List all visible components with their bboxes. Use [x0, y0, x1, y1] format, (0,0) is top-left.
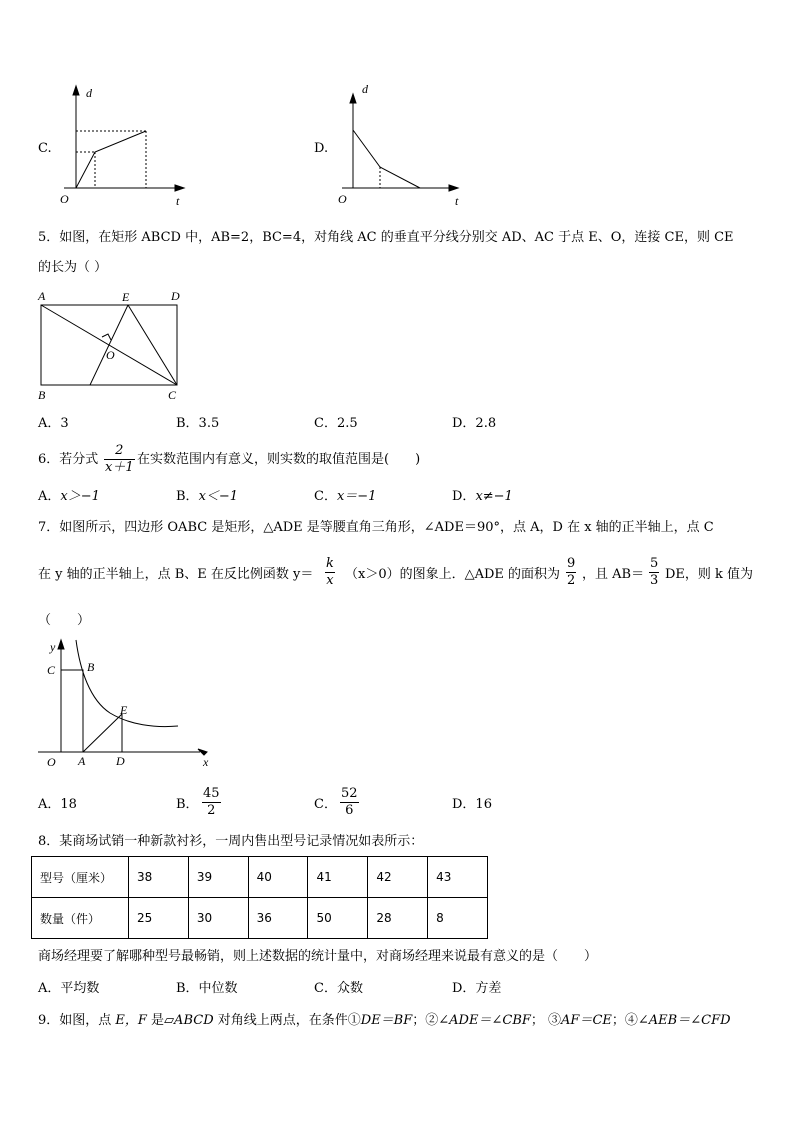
table-cell: 40	[248, 857, 308, 898]
q8-option-b[interactable]: B．中位数	[176, 981, 238, 996]
q9-condition-3: AF＝CE	[561, 1013, 612, 1028]
table-cell: 43	[428, 857, 488, 898]
q7-axis-y: y	[50, 640, 56, 654]
graph-c-axis-t: t	[176, 194, 180, 208]
q5-point-o: O	[106, 348, 115, 362]
q7-point-c: C	[47, 663, 56, 677]
q7-stem-line2b: （x＞0）的图象上．△ADE 的面积为	[345, 567, 561, 582]
q7-point-a: A	[78, 754, 86, 768]
q7-stem-line2a: 在 y 轴的正半轴上，点 B、E 在反比例函数 y＝	[38, 567, 314, 582]
q9-stem-line1	[38, 1012, 731, 1030]
q9-condition-4: ∠AEB＝∠CFD	[637, 1013, 731, 1028]
q6-fraction-num: 2	[104, 443, 135, 460]
q8-option-c[interactable]: C．众数	[314, 981, 363, 996]
q7-point-o: O	[47, 755, 56, 769]
q6-option-b-expr: x＜−1	[198, 489, 239, 504]
q7-point-b: B	[87, 660, 95, 674]
q9-text-2: 是	[146, 1013, 165, 1028]
q7-option-c-label: C．	[314, 797, 337, 812]
q6-option-c-label: C．	[314, 489, 337, 504]
q7-option-c-num: 52	[341, 786, 358, 801]
table-cell: 39	[188, 857, 248, 898]
q7-option-b-num: 45	[203, 786, 220, 801]
table-cell: 8	[428, 898, 488, 939]
table-row	[32, 898, 488, 939]
q8-option-d[interactable]: D．方差	[452, 981, 502, 996]
q5-point-b: B	[38, 388, 46, 402]
q7-k-num: k	[326, 556, 334, 571]
graph-c-axis-d: d	[86, 86, 92, 100]
q6-option-b-label: B．	[176, 489, 199, 504]
q6-stem-prefix: 6．若分式	[38, 452, 99, 467]
q9-text-5: ； ③	[530, 1013, 562, 1028]
q5-option-b[interactable]: B．3.5	[176, 416, 220, 431]
table-cell: 28	[368, 898, 428, 939]
q7-option-b-label: B．	[176, 797, 199, 812]
q5-stem-line1: 5．如图，在矩形 ABCD 中，AB=2，BC=4，对角线 AC 的垂直平分线分别交 AD、AC 于点 E、O，连接 CE，则 CE	[38, 230, 734, 245]
q5-point-c: C	[168, 388, 177, 402]
q9-condition-2: ∠ADE＝∠CBF	[438, 1013, 531, 1028]
q7-stem-line2d: DE，则 k 值为	[665, 567, 754, 582]
q6-stem-suffix: 在实数范围内有意义，则实数的取值范围是( )	[137, 452, 421, 467]
q9-text-1: 9．如图，点	[38, 1013, 116, 1028]
q7-ratio-den: 3	[650, 573, 659, 588]
q7-stem-line1: 7．如图所示，四边形 OABC 是矩形，△ADE 是等腰直角三角形，∠ADE＝90°，点 A，D 在 x 轴的正半轴上，点 C	[38, 520, 714, 535]
q7-area-num: 9	[567, 556, 576, 571]
q7-area-den: 2	[567, 573, 576, 588]
q9-text-4: ；②	[412, 1013, 439, 1028]
q7-point-e: E	[120, 703, 128, 717]
q5-option-a[interactable]: A．3	[38, 416, 69, 431]
q9-parallelogram: ▱ABCD	[164, 1013, 214, 1028]
q5-option-c[interactable]: C．2.5	[314, 416, 358, 431]
q9-text-6: ；④	[611, 1013, 638, 1028]
q6-option-a-label: A．	[38, 489, 61, 504]
q9-condition-1: DE＝BF	[360, 1013, 413, 1028]
q6-option-d-label: D．	[452, 489, 476, 504]
q6-option-d-expr: x≠−1	[475, 489, 513, 504]
table-cell: 25	[129, 898, 189, 939]
q5-point-e: E	[122, 290, 130, 304]
graph-d-axis-t: t	[455, 194, 459, 208]
q6-fraction-den: x＋1	[105, 460, 134, 475]
q6-option-c-expr: x＝−1	[336, 489, 377, 504]
q8-option-a[interactable]: A．平均数	[38, 981, 100, 996]
table-cell: 50	[308, 898, 368, 939]
q7-ratio-num: 5	[650, 556, 659, 571]
table-row	[32, 857, 488, 898]
q8-stem-line1: 8．某商场试销一种新款衬衫，一周内售出型号记录情况如表所示：	[38, 834, 424, 849]
q7-stem-line3: （ ）	[38, 613, 91, 628]
q6-option-a-expr: x＞−1	[60, 489, 100, 504]
table-cell: 41	[308, 857, 368, 898]
graph-c-origin: O	[60, 192, 69, 206]
q5-option-d[interactable]: D．2.8	[452, 416, 497, 431]
option-c-label: C.	[38, 141, 52, 156]
q7-option-c-den: 6	[345, 803, 354, 818]
q7-point-d: D	[116, 754, 125, 768]
table-cell: 42	[368, 857, 428, 898]
q8-table	[31, 856, 488, 939]
table-cell: 30	[188, 898, 248, 939]
q7-option-b-den: 2	[207, 803, 216, 818]
q8-stem-line2: 商场经理要了解哪种型号最畅销，则上述数据的统计量中，对商场经理来说最有意义的是（ ）	[38, 949, 598, 964]
q9-points-ef: E，F	[115, 1013, 147, 1028]
option-d-label: D.	[314, 141, 329, 156]
table-cell: 38	[129, 857, 189, 898]
q7-option-d[interactable]: D．16	[452, 797, 492, 812]
table-cell: 数量（件）	[32, 898, 129, 939]
q5-stem-line2: 的长为（ ）	[38, 260, 108, 275]
q7-stem-line2c: ，且 AB＝	[582, 567, 645, 582]
graph-d-axis-d: d	[362, 82, 368, 96]
q7-option-b-fraction	[202, 786, 221, 819]
table-cell: 36	[248, 898, 308, 939]
table-cell: 型号（厘米）	[32, 857, 129, 898]
q7-k-den: x	[326, 573, 334, 588]
q9-text-3: 对角线上两点，在条件①	[213, 1013, 361, 1028]
q5-point-d: D	[171, 289, 180, 303]
graph-d-origin: O	[338, 192, 347, 206]
q7-option-c-fraction	[340, 786, 359, 819]
q5-point-a: A	[38, 289, 46, 303]
q7-option-a[interactable]: A．18	[38, 797, 77, 812]
q7-axis-x: x	[203, 755, 209, 769]
